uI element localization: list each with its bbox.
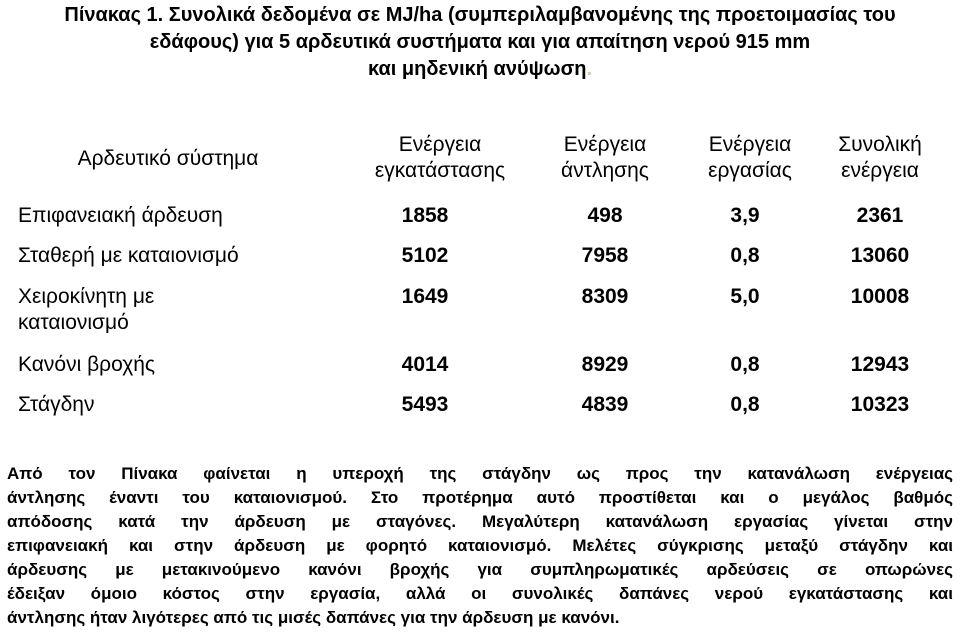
row-labor-value: 5,0 [730,285,760,308]
header-total-line1: Συνολική [838,133,922,156]
paragraph-line: απόδοσης κατά την άρδευση με σταγόνες. Μεγαλύτερη κατανάλωση εργασίας γίνεται στην [7,512,953,531]
row-installation-value: 4014 [401,353,449,376]
energy-table [0,128,960,438]
header-irrigation-system-text: Αρδευτικό σύστημα [77,147,259,170]
row-total-value: 2361 [856,204,904,227]
caption-line-3-text: και μηδενική ανύψωση [367,58,587,80]
row-system-name-line2: καταιονισμό [18,311,129,334]
body-paragraph [7,462,953,630]
paragraph-line: άρδευσης με μετακινούμενο κανόνι βροχής για συμπληρωματικές αρδεύσεις σε οπωρώνες [7,560,953,579]
table-header-row [0,128,960,190]
row-labor-value: 0,8 [730,353,760,376]
header-labor-line2: εργασίας [708,159,792,182]
row-pumping-value: 498 [587,204,623,227]
row-pumping-value: 7958 [581,244,629,267]
header-labor-line1: Ενέργεια [708,133,792,156]
caption-line-2: εδάφους) για 5 αρδευτικά συστήματα και για απαίτηση νερού 915 mm [149,31,811,53]
header-installation-line2: εγκατάστασης [374,159,506,182]
header-installation-energy [350,132,530,184]
row-system-name: Σταθερή με καταιονισμό [18,244,239,267]
paragraph-line: έδειξαν όμοιο κόστος στην εργασία, αλλά οι συνολικές δαπάνες νερού εγκατάστασης και [7,584,953,603]
row-total-value: 10323 [850,393,910,416]
paragraph-line: άντλησης έναντι του καταιονισμού. Στο προτέρημα αυτό προστίθεται και ο μεγάλος βαθμός [7,488,953,507]
row-labor-value: 0,8 [730,393,760,416]
header-total-line2: ενέργεια [841,159,919,182]
row-system-name: Επιφανειακή άρδευση [18,204,223,227]
paragraph-line: επιφανειακή και στην άρδευση με φορητό καταιονισμό. Μελέτες σύγκρισης μεταξύ στάγδην και [7,536,953,555]
header-irrigation-system [18,146,318,172]
caption-period: . [586,58,593,80]
row-installation-value: 5493 [401,393,449,416]
table-caption [0,2,960,83]
row-pumping-value: 8929 [581,353,629,376]
row-system-name [18,284,318,336]
header-pumping-line2: άντλησης [561,159,649,182]
header-total-energy [790,132,960,184]
row-labor-value: 0,8 [730,244,760,267]
paragraph-line: άντλησης ήταν λιγότερες από τις μισές δαπάνες για την άρδευση με κανόνι. [7,608,620,627]
row-system-name: Στάγδην [18,393,95,416]
caption-line-3 [0,56,960,83]
row-total-value: 13060 [850,244,910,267]
header-pumping-line1: Ενέργεια [563,133,647,156]
row-pumping-value: 4839 [581,393,629,416]
row-installation-value: 1858 [401,204,449,227]
row-total-value: 12943 [850,353,910,376]
paragraph-line: Από τον Πίνακα φαίνεται η υπεροχή της στάγδην ως προς την κατανάλωση ενέργειας [7,464,953,483]
row-installation-value: 1649 [401,285,449,308]
row-pumping-value: 8309 [581,285,629,308]
row-system-name: Κανόνι βροχής [18,353,156,376]
row-installation-value: 5102 [401,244,449,267]
caption-line-1: Πίνακας 1. Συνολικά δεδομένα σε MJ/ha (συμπεριλαμβανομένης της προετοιμασίας του [64,4,896,26]
row-system-name-line1: Χειροκίνητη με [18,285,155,308]
row-total-value: 10008 [850,285,910,308]
row-labor-value: 3,9 [730,204,760,227]
header-installation-line1: Ενέργεια [398,133,482,156]
